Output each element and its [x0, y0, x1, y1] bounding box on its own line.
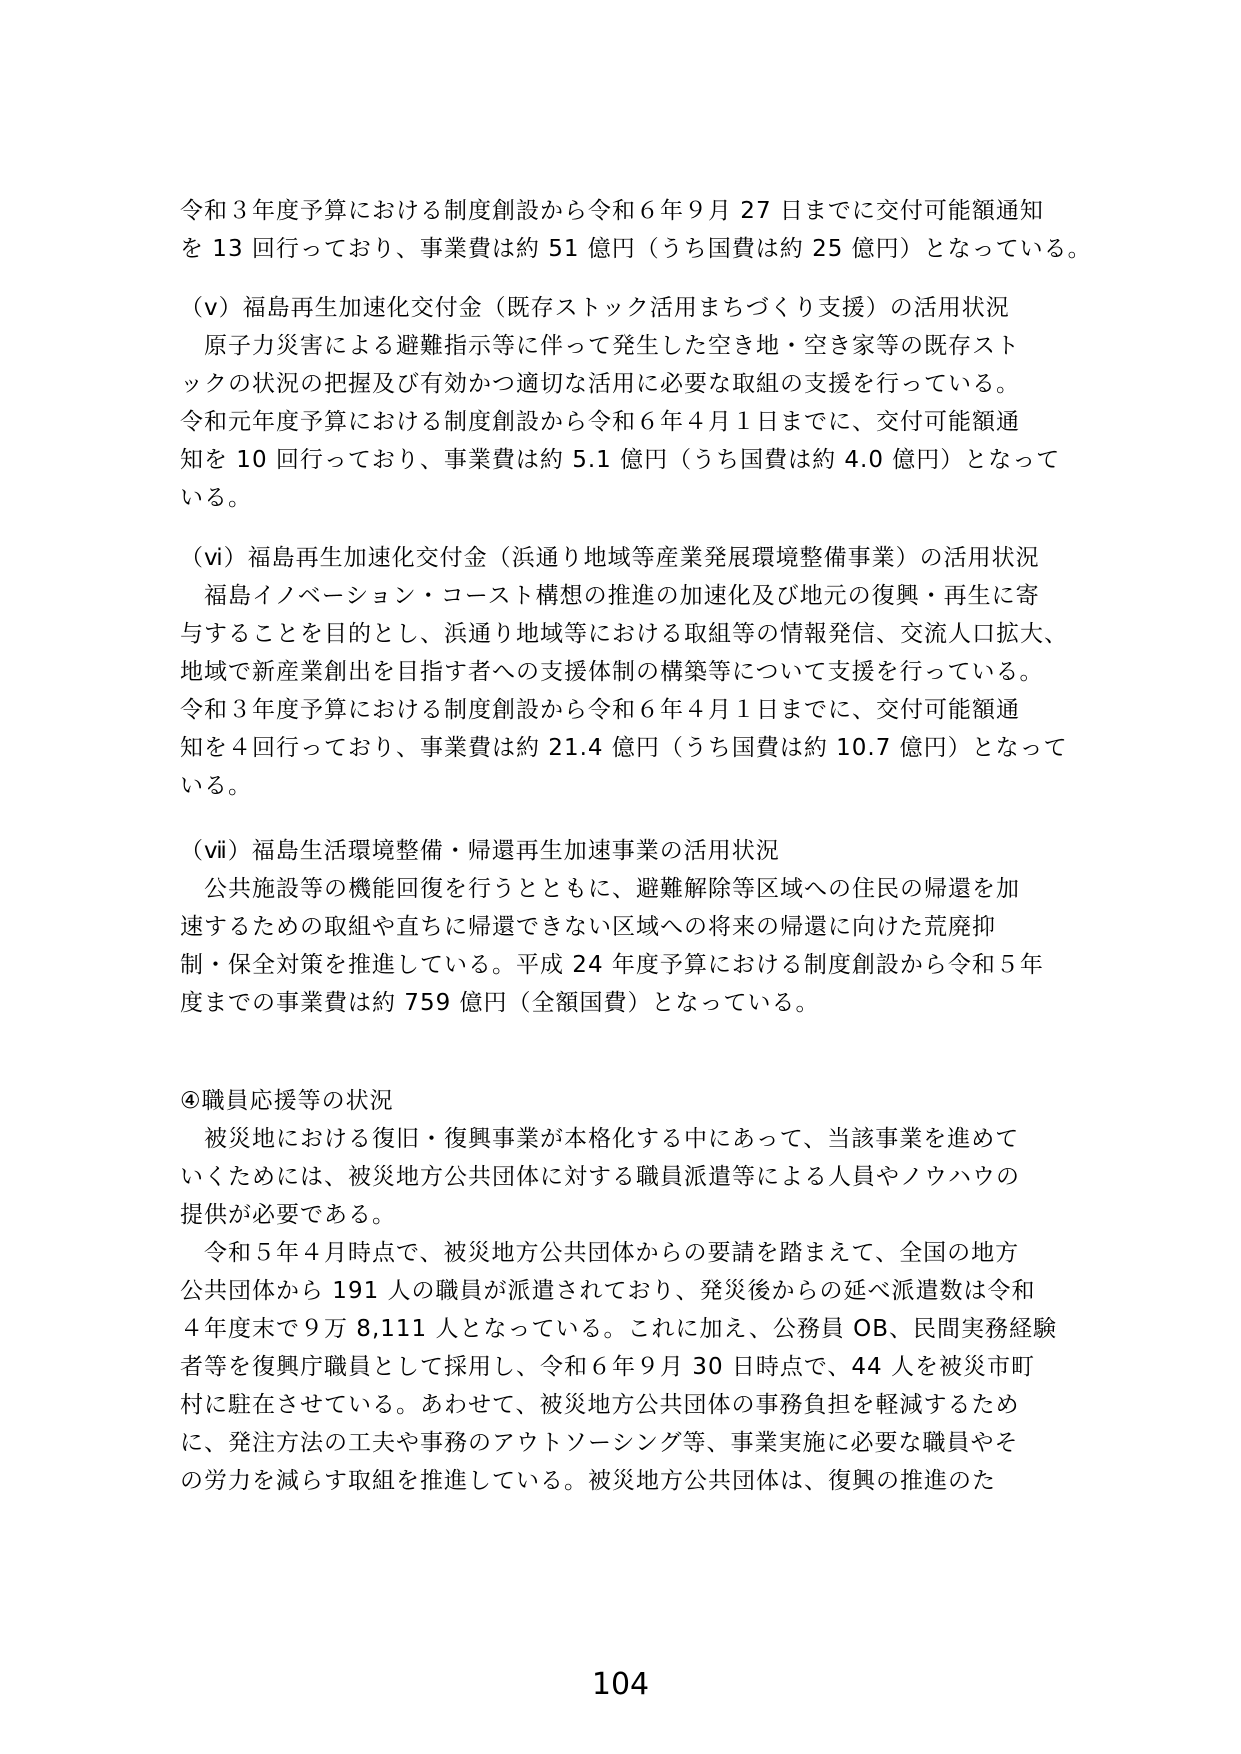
text-line: 度までの事業費は約 759 億円（全額国費）となっている。 [180, 990, 820, 1016]
text-line: 与することを目的とし、浜通り地域等における取組等の情報発信、交流人口拡大、 [180, 621, 1068, 647]
text-line: 令和５年４月時点で、被災地方公共団体からの要請を踏まえて、全国の地方 [180, 1240, 1020, 1266]
text-line: 令和元年度予算における制度創設から令和６年４月１日までに、交付可能額通 [180, 409, 1020, 435]
section-heading: （ⅴ）福島再生加速化交付金（既存ストック活用まちづくり支援）の活用状況 [180, 295, 1010, 321]
text-line: 令和３年度予算における制度創設から令和６年４月１日までに、交付可能額通 [180, 697, 1020, 723]
section-heading: （ⅶ）福島生活環境整備・帰還再生加速事業の活用状況 [180, 838, 780, 864]
text-line: 村に駐在させている。あわせて、被災地方公共団体の事務負担を軽減するため [180, 1392, 1020, 1418]
section-staff-support [180, 1082, 1080, 1500]
text-line: 知を４回行っており、事業費は約 21.4 億円（うち国費は約 10.7 億円）となって [180, 735, 1068, 761]
text-line: ４年度末で９万 8,111 人となっている。これに加え、公務員 OB、民間実務経験 [180, 1316, 1058, 1342]
text-line: 公共施設等の機能回復を行うとともに、避難解除等区域への住民の帰還を加 [180, 876, 1020, 902]
text-line: いる。 [180, 773, 252, 799]
text-line: ックの状況の把握及び有効かつ適切な活用に必要な取組の支援を行っている。 [180, 371, 1020, 397]
text-line: 制・保全対策を推進している。平成 24 年度予算における制度創設から令和５年 [180, 952, 1044, 978]
section-vii [180, 832, 1080, 1022]
text-line: 原子力災害による避難指示等に伴って発生した空き地・空き家等の既存スト [180, 333, 1020, 359]
text-line: に、発注方法の工夫や事務のアウトソーシング等、事業実施に必要な職員やそ [180, 1430, 1019, 1456]
section-heading: （ⅵ）福島再生加速化交付金（浜通り地域等産業発展環境整備事業）の活用状況 [180, 545, 1040, 571]
section-vi [180, 539, 1080, 805]
text-line: 者等を復興庁職員として採用し、令和６年９月 30 日時点で、44 人を被災市町 [180, 1354, 1036, 1380]
text-line: 知を 10 回行っており、事業費は約 5.1 億円（うち国費は約 4.0 億円）となって [180, 447, 1061, 473]
paragraph-intro [180, 192, 1092, 268]
text-line: 令和３年度予算における制度創設から令和６年９月 27 日までに交付可能額通知 [180, 198, 1044, 224]
text-line: 公共団体から 191 人の職員が派遣されており、発災後からの延べ派遣数は令和 [180, 1278, 1036, 1304]
text-line: 福島イノベーション・コースト構想の推進の加速化及び地元の復興・再生に寄 [180, 583, 1040, 609]
text-line: の労力を減らす取組を推進している。被災地方公共団体は、復興の推進のた [180, 1468, 996, 1494]
section-v [180, 289, 1080, 517]
text-line: 提供が必要である。 [180, 1202, 396, 1228]
text-line: を 13 回行っており、事業費は約 51 億円（うち国費は約 25 億円）となっている。 [180, 236, 1092, 262]
text-line: 被災地における復旧・復興事業が本格化する中にあって、当該事業を進めて [180, 1126, 1020, 1152]
page-number: 104 [591, 1667, 650, 1702]
text-line: いくためには、被災地方公共団体に対する職員派遣等による人員やノウハウの [180, 1164, 1020, 1190]
text-line: いる。 [180, 485, 252, 511]
text-line: 地域で新産業創出を目指す者への支援体制の構築等について支援を行っている。 [180, 659, 1044, 685]
text-line: 速するための取組や直ちに帰還できない区域への将来の帰還に向けた荒廃抑 [180, 914, 996, 940]
section-heading: ④職員応援等の状況 [180, 1088, 394, 1114]
